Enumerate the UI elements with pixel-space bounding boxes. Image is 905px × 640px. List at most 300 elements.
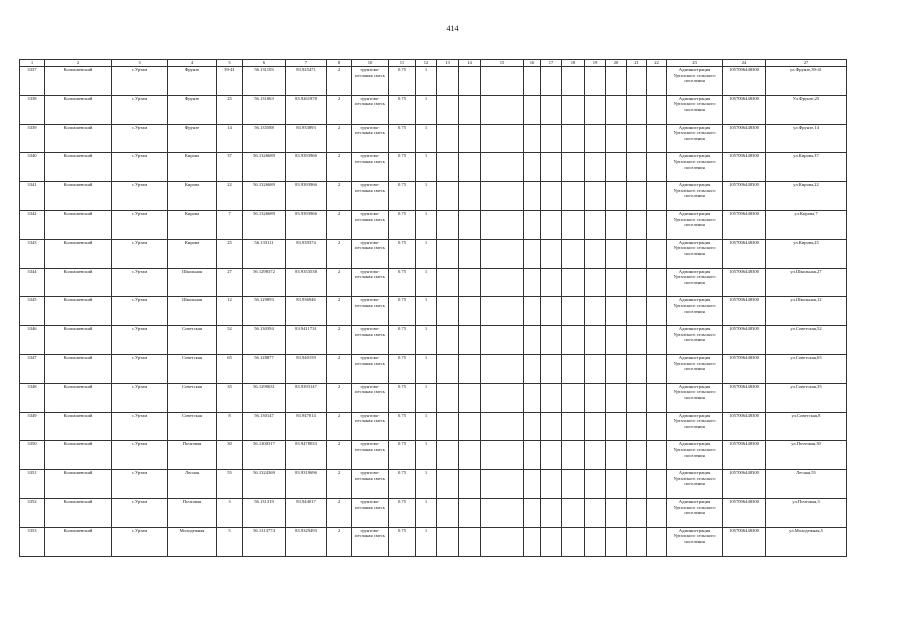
cell-ogrn: 1057006448300 — [723, 412, 766, 441]
cell-district: Колпашевский — [45, 383, 112, 412]
cell-empty — [459, 268, 481, 297]
cell-ogrn: 1057006448300 — [723, 182, 766, 211]
column-header: 2 — [45, 60, 112, 67]
cell-volume: 0.75 — [389, 124, 416, 153]
cell-street: Кирова — [168, 153, 217, 182]
registry-table — [19, 59, 847, 557]
table-row — [20, 124, 847, 153]
cell-settlement: с.Уртам — [112, 124, 168, 153]
cell-lon: 83.9329493 — [286, 527, 327, 556]
cell-num: 1 — [416, 527, 437, 556]
column-header: 18 — [562, 60, 585, 67]
cell-owner: Администрация Урталского сельского поселения — [667, 268, 723, 297]
cell-owner: Администрация Урталского сельского поселения — [667, 498, 723, 527]
cell-id: 3344 — [20, 268, 45, 297]
cell-address: Ул.Фрунзе,25 — [766, 95, 847, 124]
cell-empty — [524, 210, 541, 239]
cell-num: 1 — [416, 470, 437, 499]
table-row — [20, 354, 847, 383]
cell-num: 1 — [416, 182, 437, 211]
cell-lat: 56.135588 — [243, 124, 286, 153]
cell-address: ул.Школьная,12 — [766, 297, 847, 326]
cell-address: Лесная,55 — [766, 470, 847, 499]
cell-empty — [481, 354, 524, 383]
cell-empty — [562, 354, 585, 383]
cell-empty — [459, 124, 481, 153]
cell-house: 30 — [217, 441, 243, 470]
column-header: 8 — [327, 60, 352, 67]
cell-cnt: 2 — [327, 412, 352, 441]
cell-empty — [524, 441, 541, 470]
cell-empty — [647, 124, 667, 153]
cell-cnt: 2 — [327, 498, 352, 527]
table-body — [20, 67, 847, 557]
cell-empty — [541, 354, 562, 383]
cell-empty — [562, 326, 585, 355]
cell-lon: 83.936946 — [286, 297, 327, 326]
cell-id: 3349 — [20, 412, 45, 441]
cell-ogrn: 1057006448300 — [723, 498, 766, 527]
cell-empty — [481, 412, 524, 441]
cell-empty — [541, 124, 562, 153]
cell-empty — [585, 182, 606, 211]
cell-owner: Администрация Урталского сельского поселения — [667, 210, 723, 239]
cell-empty — [541, 182, 562, 211]
cell-street: Фрунзе — [168, 124, 217, 153]
cell-empty — [562, 383, 585, 412]
cell-lon: 83.947014 — [286, 412, 327, 441]
cell-settlement: с.Уртам — [112, 239, 168, 268]
cell-owner: Администрация Урталского сельского поселения — [667, 95, 723, 124]
cell-street: Лесная — [168, 470, 217, 499]
column-header: 6 — [243, 60, 286, 67]
cell-owner: Администрация Урталского сельского поселения — [667, 470, 723, 499]
cell-empty — [627, 441, 647, 470]
cell-empty — [541, 239, 562, 268]
cell-empty — [585, 354, 606, 383]
cell-ogrn: 1057006448300 — [723, 326, 766, 355]
cell-empty — [437, 239, 459, 268]
cell-lat: 56.131103 — [243, 67, 286, 96]
cell-empty — [459, 326, 481, 355]
cell-volume: 0.75 — [389, 268, 416, 297]
cell-volume: 0.75 — [389, 210, 416, 239]
cell-empty — [541, 153, 562, 182]
cell-lat: 56.1290631 — [243, 383, 286, 412]
column-header: 7 — [286, 60, 327, 67]
cell-empty — [459, 210, 481, 239]
cell-empty — [524, 354, 541, 383]
cell-lon: 83.939374 — [286, 239, 327, 268]
cell-empty — [437, 441, 459, 470]
cell-volume: 0.75 — [389, 441, 416, 470]
cell-cnt: 2 — [327, 441, 352, 470]
cell-cnt: 2 — [327, 383, 352, 412]
cell-volume: 0.75 — [389, 383, 416, 412]
cell-house: 25 — [217, 239, 243, 268]
cell-empty — [481, 470, 524, 499]
cell-cnt: 2 — [327, 268, 352, 297]
column-header: 1 — [20, 60, 45, 67]
cell-empty — [459, 153, 481, 182]
cell-lat: 56.1326689 — [243, 210, 286, 239]
cell-empty — [606, 498, 627, 527]
cell-empty — [647, 239, 667, 268]
cell-owner: Администрация Урталского сельского поселения — [667, 297, 723, 326]
column-header: 21 — [627, 60, 647, 67]
cell-cnt: 2 — [327, 470, 352, 499]
column-header: 12 — [416, 60, 437, 67]
cell-house: 27 — [217, 268, 243, 297]
cell-street: Кирова — [168, 182, 217, 211]
cell-settlement: с.Уртам — [112, 354, 168, 383]
cell-empty — [606, 326, 627, 355]
cell-volume: 0.75 — [389, 527, 416, 556]
cell-id: 3347 — [20, 354, 45, 383]
cell-volume: 0.75 — [389, 182, 416, 211]
cell-empty — [437, 297, 459, 326]
cell-empty — [562, 67, 585, 96]
cell-house: 52 — [217, 326, 243, 355]
cell-empty — [606, 441, 627, 470]
table-row — [20, 210, 847, 239]
cell-empty — [481, 498, 524, 527]
cell-empty — [437, 326, 459, 355]
cell-settlement: с.Уртам — [112, 383, 168, 412]
cell-empty — [562, 182, 585, 211]
cell-owner: Администрация Урталского сельского поселения — [667, 239, 723, 268]
cell-empty — [459, 441, 481, 470]
cell-district: Колпашевский — [45, 95, 112, 124]
cell-cnt: 2 — [327, 239, 352, 268]
cell-empty — [562, 412, 585, 441]
cell-empty — [562, 498, 585, 527]
cell-volume: 0.75 — [389, 297, 416, 326]
cell-house: 65 — [217, 354, 243, 383]
cell-cnt: 2 — [327, 527, 352, 556]
cell-num: 1 — [416, 153, 437, 182]
cell-district: Колпашевский — [45, 182, 112, 211]
column-header: 4 — [168, 60, 217, 67]
cell-settlement: с.Уртам — [112, 470, 168, 499]
column-header: 22 — [647, 60, 667, 67]
cell-empty — [459, 470, 481, 499]
column-header: 11 — [389, 60, 416, 67]
cell-lon: 83.9478033 — [286, 441, 327, 470]
cell-empty — [647, 527, 667, 556]
cell-cnt: 2 — [327, 124, 352, 153]
column-header: 24 — [723, 60, 766, 67]
cell-empty — [647, 354, 667, 383]
cell-id: 3352 — [20, 498, 45, 527]
cell-address: ул.Кирова,22 — [766, 182, 847, 211]
cell-id: 3342 — [20, 210, 45, 239]
cell-empty — [459, 354, 481, 383]
cell-lat: 56.1313774 — [243, 527, 286, 556]
cell-house: 3 — [217, 498, 243, 527]
cell-empty — [562, 470, 585, 499]
cell-id: 3351 — [20, 470, 45, 499]
cell-address: ул.Советская,35 — [766, 383, 847, 412]
cell-settlement: с.Уртам — [112, 67, 168, 96]
cell-lon: 83.9393966 — [286, 210, 327, 239]
cell-empty — [524, 326, 541, 355]
cell-street: Фрунзе — [168, 67, 217, 96]
cell-surface: грунтово-песчаная смесь — [352, 153, 389, 182]
cell-empty — [585, 383, 606, 412]
cell-surface: грунтово-песчаная смесь — [352, 354, 389, 383]
cell-empty — [562, 268, 585, 297]
cell-empty — [437, 210, 459, 239]
cell-empty — [647, 210, 667, 239]
table-row — [20, 95, 847, 124]
cell-cnt: 2 — [327, 354, 352, 383]
cell-empty — [627, 268, 647, 297]
cell-settlement: с.Уртам — [112, 498, 168, 527]
cell-empty — [585, 498, 606, 527]
cell-id: 3353 — [20, 527, 45, 556]
cell-empty — [585, 326, 606, 355]
cell-empty — [541, 297, 562, 326]
cell-ogrn: 1057006448300 — [723, 67, 766, 96]
cell-lat: 56.129893 — [243, 297, 286, 326]
cell-address: ул.Кирова,37 — [766, 153, 847, 182]
cell-empty — [541, 326, 562, 355]
column-header: 13 — [437, 60, 459, 67]
cell-ogrn: 1057006448300 — [723, 268, 766, 297]
cell-empty — [606, 95, 627, 124]
cell-empty — [524, 297, 541, 326]
cell-empty — [481, 441, 524, 470]
cell-lon: 83.940159 — [286, 354, 327, 383]
cell-lon: 83.944017 — [286, 498, 327, 527]
cell-num: 1 — [416, 354, 437, 383]
cell-id: 3340 — [20, 153, 45, 182]
cell-num: 1 — [416, 95, 437, 124]
table-row — [20, 182, 847, 211]
cell-empty — [541, 95, 562, 124]
cell-lat: 56.1300317 — [243, 441, 286, 470]
cell-volume: 0.75 — [389, 498, 416, 527]
cell-settlement: с.Уртам — [112, 268, 168, 297]
column-header: 27 — [766, 60, 847, 67]
cell-lon: 83.9319696 — [286, 470, 327, 499]
cell-district: Колпашевский — [45, 210, 112, 239]
cell-house: 35 — [217, 383, 243, 412]
cell-empty — [606, 182, 627, 211]
cell-empty — [627, 326, 647, 355]
cell-owner: Администрация Урталского сельского поселения — [667, 383, 723, 412]
cell-surface: грунтово-песчаная смесь — [352, 297, 389, 326]
cell-empty — [585, 153, 606, 182]
cell-address: ул.Почтовая,3 — [766, 498, 847, 527]
cell-house: 55 — [217, 470, 243, 499]
cell-empty — [524, 182, 541, 211]
cell-lon: 83.9393966 — [286, 182, 327, 211]
cell-empty — [647, 182, 667, 211]
cell-empty — [627, 470, 647, 499]
cell-lat: 56.130147 — [243, 412, 286, 441]
cell-address: ул.Молодежная,5 — [766, 527, 847, 556]
cell-empty — [437, 354, 459, 383]
cell-house: 22 — [217, 182, 243, 211]
cell-num: 1 — [416, 67, 437, 96]
cell-id: 3345 — [20, 297, 45, 326]
cell-volume: 0.75 — [389, 239, 416, 268]
cell-empty — [437, 470, 459, 499]
cell-num: 1 — [416, 210, 437, 239]
cell-empty — [562, 95, 585, 124]
cell-volume: 0.75 — [389, 153, 416, 182]
cell-empty — [562, 210, 585, 239]
cell-empty — [541, 441, 562, 470]
cell-empty — [541, 470, 562, 499]
cell-lon: 83.9393966 — [286, 153, 327, 182]
cell-street: Школьная — [168, 268, 217, 297]
cell-cnt: 2 — [327, 210, 352, 239]
cell-empty — [481, 268, 524, 297]
cell-ogrn: 1057006448300 — [723, 383, 766, 412]
column-header: 17 — [541, 60, 562, 67]
cell-empty — [481, 210, 524, 239]
cell-num: 1 — [416, 412, 437, 441]
cell-ogrn: 1057006448300 — [723, 210, 766, 239]
cell-street: Почтовая — [168, 441, 217, 470]
table-row — [20, 326, 847, 355]
cell-settlement: с.Уртам — [112, 297, 168, 326]
cell-num: 1 — [416, 498, 437, 527]
cell-empty — [459, 383, 481, 412]
cell-surface: грунтово-песчаная смесь — [352, 498, 389, 527]
cell-empty — [437, 268, 459, 297]
cell-ogrn: 1057006448300 — [723, 470, 766, 499]
cell-empty — [606, 470, 627, 499]
cell-empty — [627, 210, 647, 239]
cell-street: Молодежная — [168, 527, 217, 556]
cell-owner: Администрация Урталского сельского поселения — [667, 182, 723, 211]
cell-house: 14 — [217, 124, 243, 153]
cell-id: 3341 — [20, 182, 45, 211]
column-header: 14 — [459, 60, 481, 67]
cell-empty — [437, 153, 459, 182]
cell-settlement: с.Уртам — [112, 182, 168, 211]
cell-settlement: с.Уртам — [112, 153, 168, 182]
cell-lat: 56.1326689 — [243, 182, 286, 211]
cell-empty — [524, 153, 541, 182]
cell-empty — [541, 412, 562, 441]
cell-empty — [647, 498, 667, 527]
cell-surface: грунтово-песчаная смесь — [352, 67, 389, 96]
cell-empty — [647, 67, 667, 96]
cell-empty — [585, 527, 606, 556]
cell-empty — [437, 527, 459, 556]
table-row — [20, 412, 847, 441]
cell-num: 1 — [416, 297, 437, 326]
cell-empty — [606, 210, 627, 239]
cell-empty — [481, 182, 524, 211]
cell-empty — [585, 470, 606, 499]
cell-cnt: 2 — [327, 67, 352, 96]
column-header: 5 — [217, 60, 243, 67]
cell-street: Кирова — [168, 239, 217, 268]
cell-lat: 56.130394 — [243, 326, 286, 355]
column-header: 19 — [585, 60, 606, 67]
cell-empty — [562, 297, 585, 326]
cell-settlement: с.Уртам — [112, 326, 168, 355]
cell-empty — [606, 297, 627, 326]
cell-empty — [437, 383, 459, 412]
cell-empty — [585, 441, 606, 470]
cell-empty — [437, 412, 459, 441]
cell-empty — [481, 527, 524, 556]
cell-surface: грунтово-песчаная смесь — [352, 268, 389, 297]
column-header: 23 — [667, 60, 723, 67]
cell-lon: 83.9261878 — [286, 95, 327, 124]
cell-lat: 56.131063 — [243, 95, 286, 124]
cell-address: ул.Фрунзе,39-41 — [766, 67, 847, 96]
cell-district: Колпашевский — [45, 441, 112, 470]
cell-district: Колпашевский — [45, 470, 112, 499]
cell-empty — [627, 383, 647, 412]
cell-volume: 0.75 — [389, 67, 416, 96]
cell-volume: 0.75 — [389, 326, 416, 355]
cell-house: 25 — [217, 95, 243, 124]
cell-address: ул.Школьная,27 — [766, 268, 847, 297]
cell-surface: грунтово-песчаная смесь — [352, 383, 389, 412]
cell-empty — [647, 441, 667, 470]
cell-settlement: с.Уртам — [112, 441, 168, 470]
cell-volume: 0.75 — [389, 412, 416, 441]
cell-ogrn: 1057006448300 — [723, 297, 766, 326]
cell-district: Колпашевский — [45, 498, 112, 527]
cell-ogrn: 1057006448300 — [723, 527, 766, 556]
cell-district: Колпашевский — [45, 67, 112, 96]
cell-district: Колпашевский — [45, 412, 112, 441]
cell-empty — [627, 95, 647, 124]
cell-address: ул.Советская,52 — [766, 326, 847, 355]
cell-volume: 0.75 — [389, 354, 416, 383]
cell-lon: 83.933893 — [286, 124, 327, 153]
cell-empty — [524, 239, 541, 268]
cell-empty — [627, 354, 647, 383]
cell-empty — [606, 354, 627, 383]
cell-empty — [562, 239, 585, 268]
column-header: 16 — [524, 60, 541, 67]
cell-empty — [541, 210, 562, 239]
cell-empty — [627, 124, 647, 153]
cell-empty — [481, 297, 524, 326]
cell-empty — [606, 67, 627, 96]
cell-surface: грунтово-песчаная смесь — [352, 441, 389, 470]
cell-empty — [647, 297, 667, 326]
cell-empty — [585, 297, 606, 326]
cell-empty — [585, 95, 606, 124]
cell-street: Советская — [168, 383, 217, 412]
cell-empty — [459, 297, 481, 326]
cell-empty — [585, 210, 606, 239]
cell-empty — [459, 239, 481, 268]
cell-ogrn: 1057006448300 — [723, 239, 766, 268]
cell-empty — [585, 124, 606, 153]
cell-street: Фрунзе — [168, 95, 217, 124]
cell-empty — [437, 124, 459, 153]
table-row — [20, 441, 847, 470]
cell-ogrn: 1057006448300 — [723, 124, 766, 153]
cell-empty — [524, 95, 541, 124]
cell-empty — [627, 67, 647, 96]
cell-settlement: с.Уртам — [112, 210, 168, 239]
cell-empty — [585, 67, 606, 96]
